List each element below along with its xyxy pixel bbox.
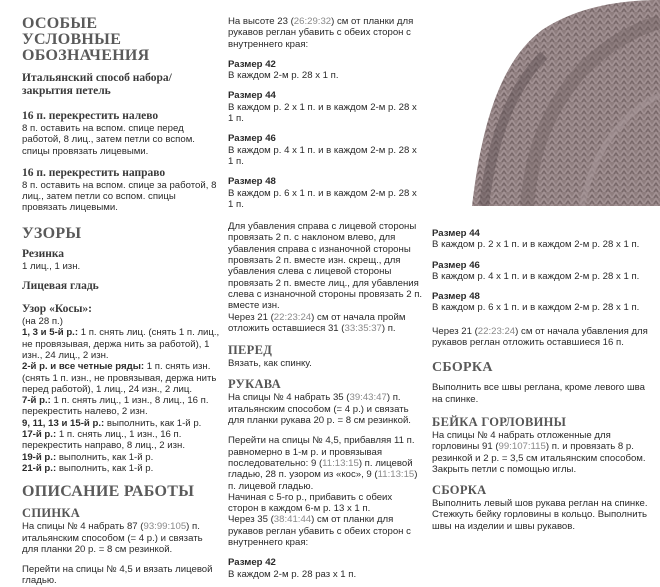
assembly-2-title: СБОРКА xyxy=(432,483,487,498)
assembly-text: Выполнить все швы реглана, кроме левого шва на спинке. xyxy=(432,382,645,405)
row-21-label: 21-й р.: xyxy=(22,462,57,474)
sleeve-text-1: На спицы № 4 набрать 35 (39:43:47) п. итальянским способом (= 4 р.) и связать для планки рукава 20 р. = 8 см резинкой. xyxy=(228,392,411,427)
cables-title: Узор «Косы»: xyxy=(22,303,92,316)
sleeve-size-44-text: В каждом р. 2 х 1 п. и в каждом 2-м р. 28 х 1 п. xyxy=(432,239,640,251)
row-19-text: выполнить, как 1-й р. xyxy=(56,451,154,463)
work-title: ОПИСАНИЕ РАБОТЫ xyxy=(22,483,195,501)
sleeve-text-2: Перейти на спицы № 4,5, прибавляя 11 п. равномерно в 1-м р. и провязывая последовательно: 9 (11:13:15) п. лицевой гладью, 28 п. узором из «кос», 9 (11:13:15) п. лицевой гладью. xyxy=(228,435,418,492)
size-48-text: В каждом р. 6 х 1 п. и в каждом 2-м р. 28 х 1 п. xyxy=(228,187,417,210)
front-title: ПЕРЕД xyxy=(228,343,273,358)
sleeve-text-4: Через 35 (38:41:44) см от планки для рукавов реглан убавить с обеих сторон с внутреннего края: xyxy=(228,514,411,548)
assembly-2-text: Выполнить левый шов рукава реглан на спинке. Стежкуть бейку горловины в кольцо. Выполнить швы на изделии и швы рукавов. xyxy=(432,498,648,532)
row-2-text: 1 п. снять изн. (снять 1 п. изн., не провязывая, держа нить перед работой), 1 лиц., 24 изн., 2 лиц. xyxy=(22,361,217,395)
sleeve-end-text: Через 21 (22:23:24) см от начала убавления для рукавов реглан отложить оставшиеся 16 п. xyxy=(432,325,648,349)
sleeve-size-46-text: В каждом р. 4 х 1 п. и в каждом 2-м р. 28 х 1 п. xyxy=(432,270,640,282)
back-text-1: На спицы № 4 набрать 87 (93:99:105) п. итальянским способом (= 4 р.) и связать для планки 20 р. = 8 см резинкой. xyxy=(22,521,203,555)
column-left xyxy=(22,0,220,587)
row-9-label: 9, 11, 13 и 15-й р.: xyxy=(22,417,105,429)
size-46-text: В каждом р. 4 х 1 п. и в каждом 2-м р. 28 х 1 п. xyxy=(228,144,417,167)
row-2-label: 2-й р. и все четные ряды: xyxy=(22,361,145,373)
cross-right-title: 16 п. перекрестить направо xyxy=(22,166,166,179)
row-7-text: 1 п. снять лиц., 1 изн., 8 лиц., 16 п. перекрестить налево, 2 изн. xyxy=(22,395,209,418)
sleeve-size-48-title: Размер 48 xyxy=(432,291,480,303)
row-17-label: 17-й р.: xyxy=(22,429,57,441)
cross-left-text: 8 п. оставить на вспом. спице перед работой, 8 лиц., затем петли со вспом. спицы провязать лицевыми. xyxy=(22,123,195,157)
decrease-text: Для убавления справа с лицевой стороны провязать 2 п. с наклоном влево, для убавления справа с изнаночной стороны провязать 2 п. вместе изн. скрещ., для убавления слева с лицевой стороны провязать 2 п. вместе лиц., для убавления слева с изнаночной стороны провязать 2 п. вместе изн. xyxy=(228,221,423,312)
size-48-title: Размер 48 xyxy=(228,176,276,188)
column-right xyxy=(432,228,652,532)
back-title: СПИНКА xyxy=(22,506,81,521)
row-9-text: выполнить, как 1-й р. xyxy=(104,417,202,429)
size-42-title: Размер 42 xyxy=(228,58,276,70)
italian-method-title: Итальянский способ набора/закрытия петель xyxy=(22,72,172,97)
row-1-text: 1 п. снять лиц. (снять 1 п. лиц., не провязывая, держа нить за работой), 1 изн., 24 лиц., 2 изн. xyxy=(22,327,220,361)
back-text-2: Перейти на спицы № 4,5 и вязать лицевой гладью. xyxy=(22,564,213,587)
row-17 xyxy=(22,429,220,452)
size-42-text: В каждом 2-м р. 28 х 1 п. xyxy=(228,70,339,82)
rib-text: 1 лиц., 1 изн. xyxy=(22,260,81,272)
sweater-photo xyxy=(432,0,660,206)
sleeve-text-3: Начиная с 5-го р., прибавить с обеих сторон в каждом 6-м р. 13 х 1 п. xyxy=(228,491,393,515)
size-46-title: Размер 46 xyxy=(228,133,276,145)
neckband-title: БЕЙКА ГОРЛОВИНЫ xyxy=(432,414,567,429)
front-text: Вязать, как спинку. xyxy=(228,358,312,370)
column-middle xyxy=(228,0,424,580)
armhole-text: Через 21 (22:23:24) см от начала пройм отложить оставшиеся 31 (33:35:37) п. xyxy=(228,311,406,334)
cross-left-title: 16 п. перекрестить налево xyxy=(22,110,159,122)
row-2 xyxy=(22,361,220,395)
assembly-title: СБОРКА xyxy=(432,360,493,376)
row-21 xyxy=(22,463,220,474)
legend-title: ОСОБЫЕ УСЛОВНЫЕ ОБОЗНАЧЕНИЯ xyxy=(22,15,150,64)
patterns-title: УЗОРЫ xyxy=(22,224,82,242)
sleeve-size-42-text: В каждом 2-м р. 28 раз х 1 п. xyxy=(228,568,357,580)
size-44-text: В каждом р. 2 х 1 п. и в каждом 2-м р. 28 х 1 п. xyxy=(228,101,417,125)
row-17-text: 1 п. снять лиц., 1 изн., 16 п. перекрестить направо, 8 лиц., 2 изн. xyxy=(22,429,186,452)
row-19 xyxy=(22,452,220,463)
row-21-text: выполнить, как 1-й р. xyxy=(56,462,154,474)
sleeve-size-46-title: Размер 46 xyxy=(432,259,480,271)
row-9 xyxy=(22,418,220,429)
stockinette-title: Лицевая гладь xyxy=(22,280,99,293)
back-sizes: 93:99:105 xyxy=(143,521,187,533)
cross-right-text: 8 п. оставить на вспом. спице за работой, 8 лиц., затем петли со вспом. спицы провязать лицевыми. xyxy=(22,179,217,214)
raglan-intro: На высоте 23 (26:29:32) см от планки для рукавов реглан убавить с обеих сторон с внутреннего края: xyxy=(228,16,414,50)
sleeve-size-42-title: Размер 42 xyxy=(228,557,276,569)
size-44-title: Размер 44 xyxy=(228,90,276,102)
cables-count: (на 28 п.) xyxy=(22,316,63,328)
row-19-label: 19-й р.: xyxy=(22,451,57,463)
row-1 xyxy=(22,327,220,361)
sleeve-size-48-text: В каждом р. 6 х 1 п. и в каждом 2-м р. 28 х 1 п. xyxy=(432,302,640,314)
rib-title: Резинка xyxy=(22,247,65,260)
row-7 xyxy=(22,395,220,418)
sleeve-size-44-title: Размер 44 xyxy=(432,228,480,239)
sleeve-title: РУКАВА xyxy=(228,377,281,392)
neckband-text: На спицы № 4 набрать отложенные для горловины 91 (99:107:115) п. и провязать 8 р. резинкой и 2 р. = 3,5 см итальянским способом. Закрыть петли с помощью иглы. xyxy=(432,429,646,475)
row-7-label: 7-й р.: xyxy=(22,395,51,407)
row-1-label: 1, 3 и 5-й р.: xyxy=(22,327,79,339)
